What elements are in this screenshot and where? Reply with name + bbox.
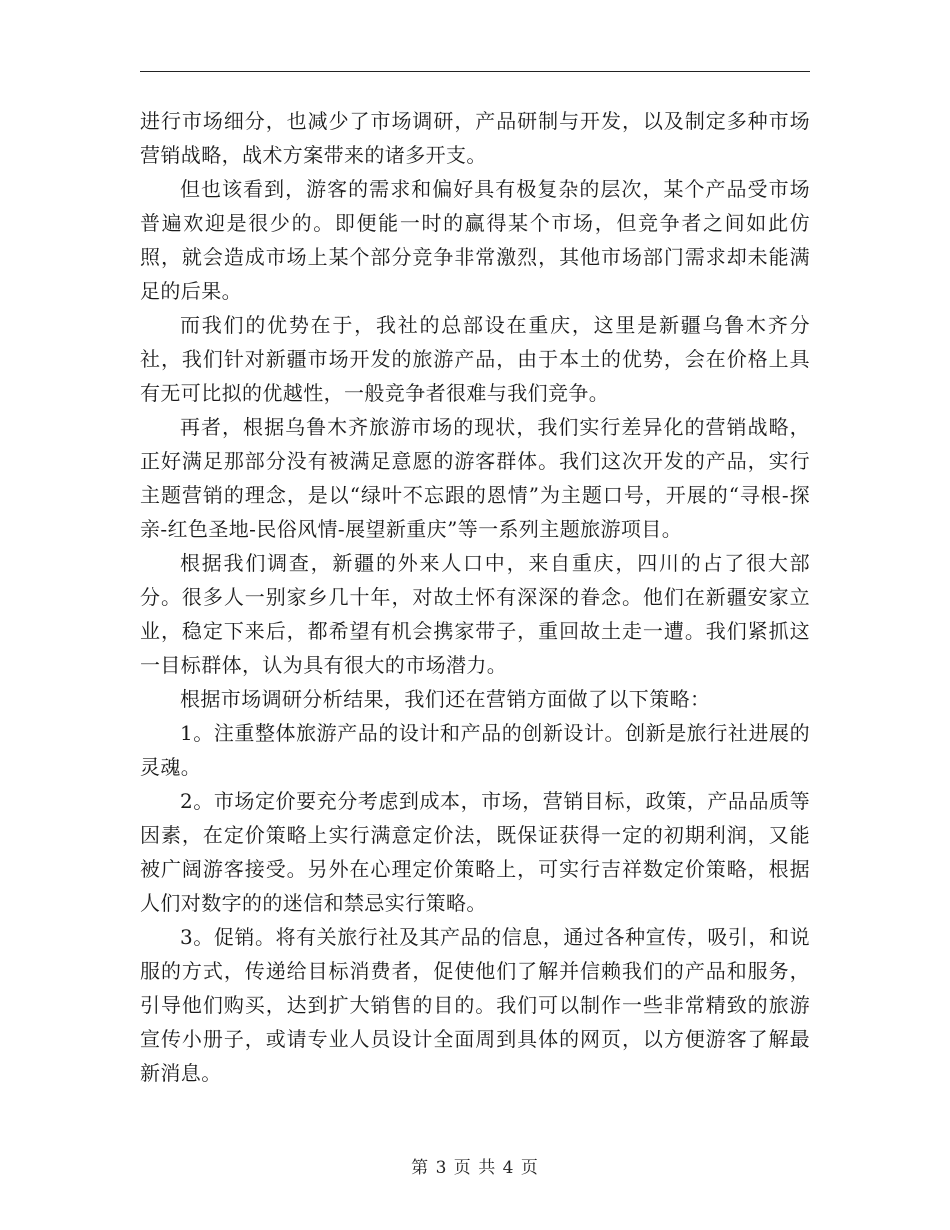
- paragraph-continuation: 进行市场细分，也减少了市场调研，产品研制与开发，以及制定多种市场营销战略，战术方案带来的诸多开支。: [140, 109, 810, 167]
- list-item-1: 1。注重整体旅游产品的设计和产品的创新设计。创新是旅行社进展的灵魂。: [140, 721, 810, 779]
- page-number: 第 3 页 共 4 页: [411, 1158, 539, 1178]
- paragraph: 根据我们调查，新疆的外来人口中，来自重庆，四川的占了很大部分。很多人一别家乡几十年，对故土怀有深深的眷念。他们在新疆安家立业，稳定下来后，都希望有机会携家带子，重回故土走一遭。我们紧抓这一目标群体，认为具有很大的市场潜力。: [140, 551, 810, 677]
- list-item-2: 2。市场定价要充分考虑到成本，市场，营销目标，政策，产品品质等因素，在定价策略上实行满意定价法，既保证获得一定的初期利润，又能被广阔游客接受。另外在心理定价策略上，可实行吉祥数定价策略，根据人们对数字的的迷信和禁忌实行策略。: [140, 789, 810, 915]
- paragraph: 而我们的优势在于，我社的总部设在重庆，这里是新疆乌鲁木齐分社，我们针对新疆市场开发的旅游产品，由于本土的优势，会在价格上具有无可比拟的优越性，一般竞争者很难与我们竞争。: [140, 313, 810, 405]
- paragraph: 再者，根据乌鲁木齐旅游市场的现状，我们实行差异化的营销战略，正好满足那部分没有被满足意愿的游客群体。我们这次开发的产品，实行主题营销的理念，是以“绿叶不忘跟的恩情”为主题口号，开展的“寻根-探亲-红色圣地-民俗风情-展望新重庆”等一系列主题旅游项目。: [140, 415, 810, 541]
- document-body: [140, 104, 810, 1090]
- paragraph: 根据市场调研分析结果，我们还在营销方面做了以下策略：: [180, 687, 711, 711]
- list-item-3: 3。促销。将有关旅行社及其产品的信息，通过各种宣传，吸引，和说服的方式，传递给目标消费者，促使他们了解并信赖我们的产品和服务，引导他们购买，达到扩大销售的目的。我们可以制作一些非常精致的旅游宣传小册子，或请专业人员设计全面周到具体的网页，以方便游客了解最新消息。: [140, 925, 810, 1085]
- paragraph: 但也该看到，游客的需求和偏好具有极复杂的层次，某个产品受市场普遍欢迎是很少的。即便能一时的赢得某个市场，但竞争者之间如此仿照，就会造成市场上某个部分竞争非常激烈，其他市场部门需求却未能满足的后果。: [140, 177, 810, 303]
- header-rule: [140, 71, 810, 72]
